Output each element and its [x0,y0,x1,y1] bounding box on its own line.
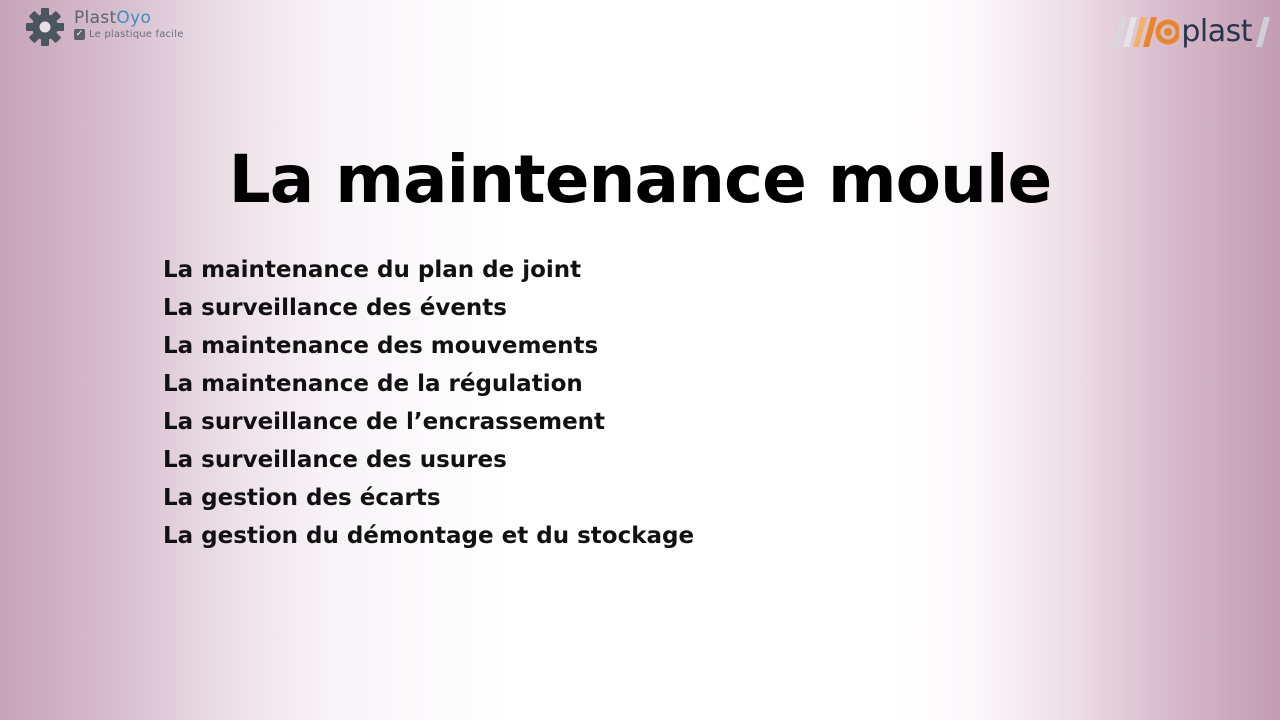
slash-mark-icon [1254,17,1272,47]
plastoyo-logo-name [74,8,184,28]
slide-title: La maintenance moule [228,141,1052,218]
plastoyo-tag [74,29,184,40]
logo-name-part1: Plast [74,8,117,28]
company-logo [1113,14,1272,50]
checkbox-icon: ✓ [75,29,84,39]
list-item: La surveillance de l’encrassement [163,409,606,435]
stripes-logo-icon [1113,17,1179,47]
gear-icon [20,6,70,48]
list-item: La maintenance des mouvements [163,333,599,359]
list-item: La gestion du démontage et du stockage [163,523,695,549]
plastoyo-logo-text [74,8,184,40]
logo-name-part2: Oyo [116,8,152,28]
plastoyo-tagline: Le plastique facile [89,29,184,40]
plastoyo-logo [20,6,184,48]
list-item: La gestion des écarts [163,485,441,511]
topic-list [163,251,694,555]
list-item: La maintenance de la régulation [163,371,583,397]
list-item: La surveillance des évents [163,295,507,321]
list-item: La surveillance des usures [163,447,507,473]
company-logo-word: plast [1181,14,1252,49]
list-item: La maintenance du plan de joint [163,257,582,283]
